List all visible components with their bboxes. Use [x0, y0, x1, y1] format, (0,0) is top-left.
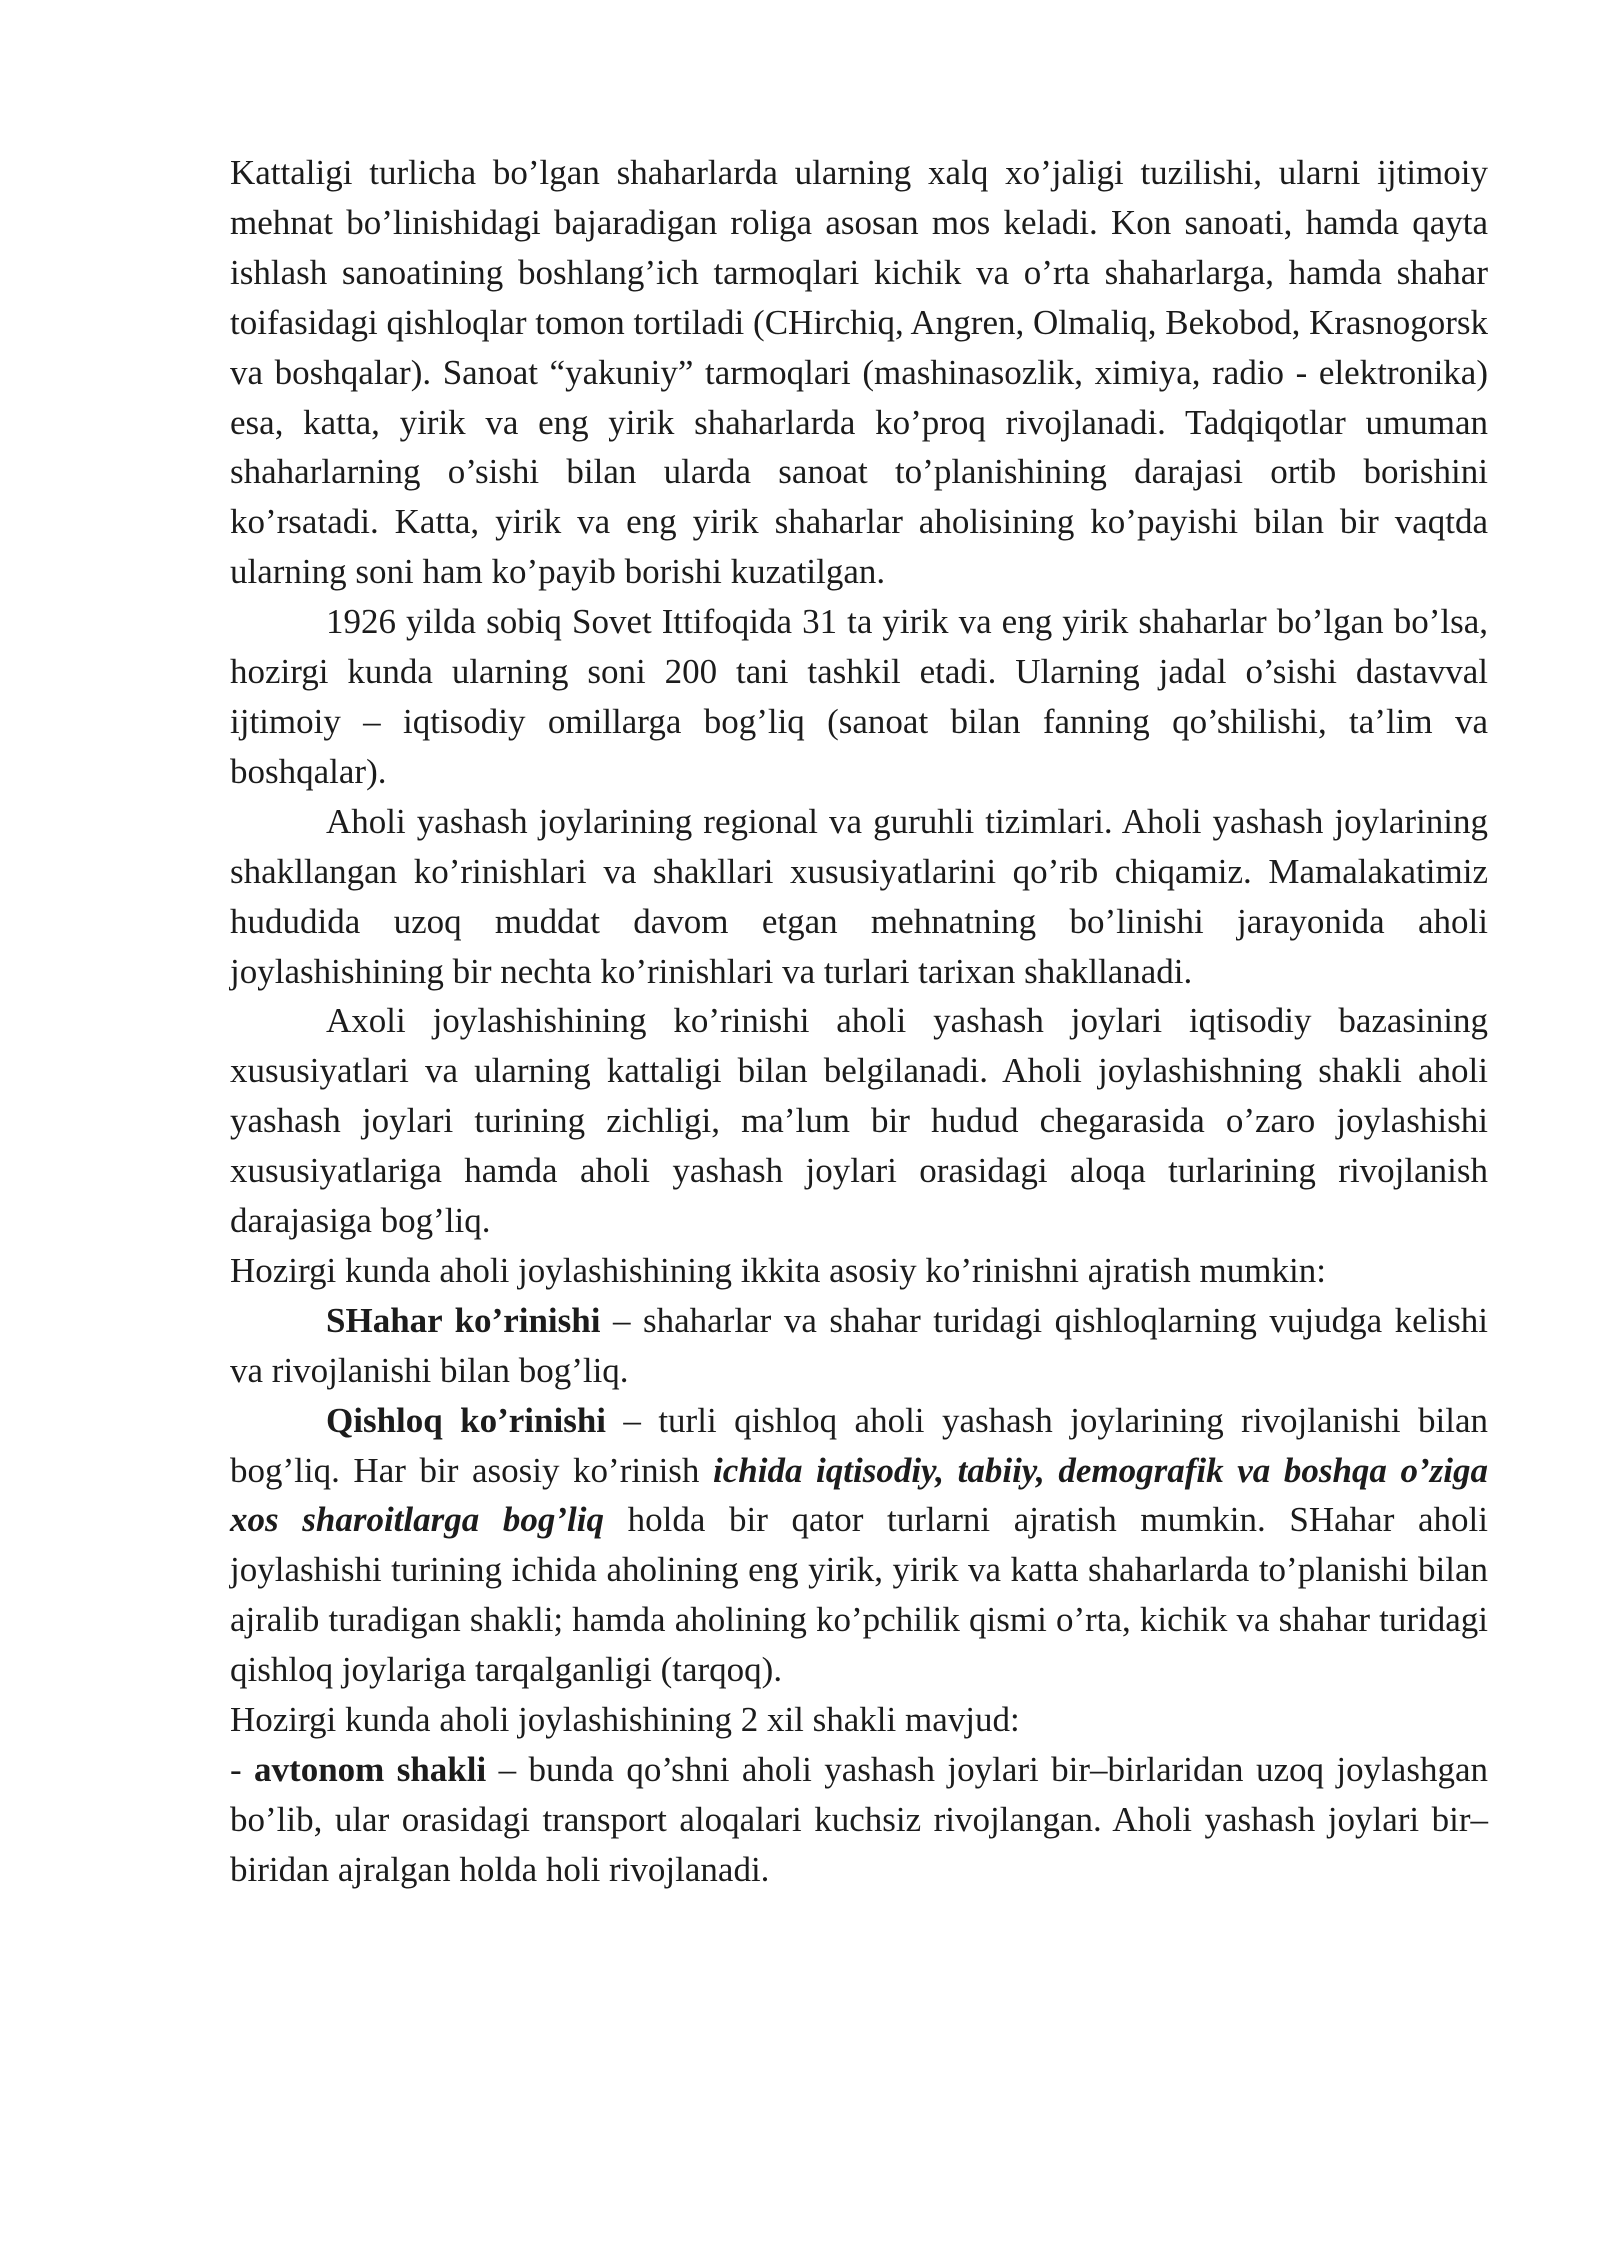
paragraph-4: Axoli joylashishining ko’rinishi aholi yashash joylari iqtisodiy bazasining xususiyatlari va ularning kattaligi bilan belgilanadi. Aholi joylashishning shakli aholi yashash joylari turining zichligi, ma’lum bir hudud chegarasida o’zaro joylashishi xususiyatlariga hamda aholi yashash joylari orasidagi aloqa turlarining rivojlanish darajasiga bog’liq.: [230, 1001, 1488, 1241]
term-qishloq: Qishloq ko’rinishi: [326, 1400, 607, 1440]
paragraph-7: [230, 1396, 1488, 1695]
term-shahar: SHahar ko’rinishi: [326, 1300, 601, 1340]
term-avtonom: avtonom shakli: [254, 1750, 487, 1789]
paragraph-1: Kattaligi turlicha bo’lgan shaharlarda ularning xalq xo’jaligi tuzilishi, ularni ijtimoiy mehnat bo’linishidagi bajaradigan roliga asosan mos keladi. Kon sanoati, hamda qayta ishlash sanoatining boshlang’ich tarmoqlari kichik va o’rta shaharlarga, hamda shahar toifasidagi qishloqlar tomon tortiladi (CHirchiq, Angren, Olmaliq, Bekobod, Krasnogorsk va boshqalar). Sanoat “yakuniy” tarmoqlari (mashinasozlik, ximiya, radio - elektronika) esa, katta, yirik va eng yirik shaharlarda ko’proq rivojlanadi. Tadqiqotlar umuman shaharlarning o’sishi bilan ularda sanoat to’planishining darajasi ortib borishini ko’rsatadi. Katta, yirik va eng yirik shaharlar aholisining ko’payishi bilan bir vaqtda ularning soni ham ko’payib borishi kuzatilgan.: [230, 153, 1488, 592]
document-page: [230, 148, 1488, 1895]
paragraph-8: Hozirgi kunda aholi joylashishining 2 xil shakli mavjud:: [230, 1700, 1020, 1740]
paragraph-5: Hozirgi kunda aholi joylashishining ikkita asosiy ko’rinishni ajratish mumkin:: [230, 1250, 1326, 1290]
list-dash: -: [230, 1750, 255, 1789]
paragraph-9: [230, 1745, 1488, 1895]
paragraph-9-text: – bunda qo’shni aholi yashash joylari bir–birlaridan uzoq joylashgan bo’lib, ular orasidagi transport aloqalari kuchsiz rivojlangan. Aholi yashash joylari bir–biridan ajralgan holda holi rivojlanadi.: [230, 1750, 1488, 1889]
paragraph-6: [230, 1296, 1488, 1396]
paragraph-7-text-a: – turli qishloq aholi yashash joylarining rivojlanishi bilan bog’liq. Har bir asosiy ko’rinish: [230, 1400, 1488, 1490]
paragraph-2: 1926 yilda sobiq Sovet Ittifoqida 31 ta yirik va eng yirik shaharlar bo’lgan bo’lsa, hozirgi kunda ularning soni 200 tani tashkil etadi. Ularning jadal o’sishi dastavval ijtimoiy – iqtisodiy omillarga bog’liq (sanoat bilan fanning qo’shilishi, ta’lim va boshqalar).: [230, 602, 1488, 791]
paragraph-6-text: – shaharlar va shahar turidagi qishloqlarning vujudga kelishi va rivojlanishi bilan bog’liq.: [230, 1300, 1488, 1390]
emphasis-text: ichida iqtisodiy, tabiiy, demografik va boshqa o’ziga xos sharoitlarga bog’liq: [230, 1450, 1488, 1540]
paragraph-7-text-b: holda bir qator turlarni ajratish mumkin. SHahar aholi joylashishi turining ichida aholining eng yirik, yirik va katta shaharlarda to’planishi bilan ajralib turadigan shakli; hamda aholining ko’pchilik qismi o’rta, kichik va shahar turidagi qishloq joylariga tarqalganligi (tarqoq).: [230, 1500, 1488, 1690]
paragraph-3: Aholi yashash joylarining regional va guruhli tizimlari. Aholi yashash joylarining shakllangan ko’rinishlari va shakllari xususiyatlarini qo’rib chiqamiz. Mamalakatimiz hududida uzoq muddat davom etgan mehnatning bo’linishi jarayonida aholi joylashishining bir nechta ko’rinishlari va turlari tarixan shakllanadi.: [230, 801, 1488, 991]
